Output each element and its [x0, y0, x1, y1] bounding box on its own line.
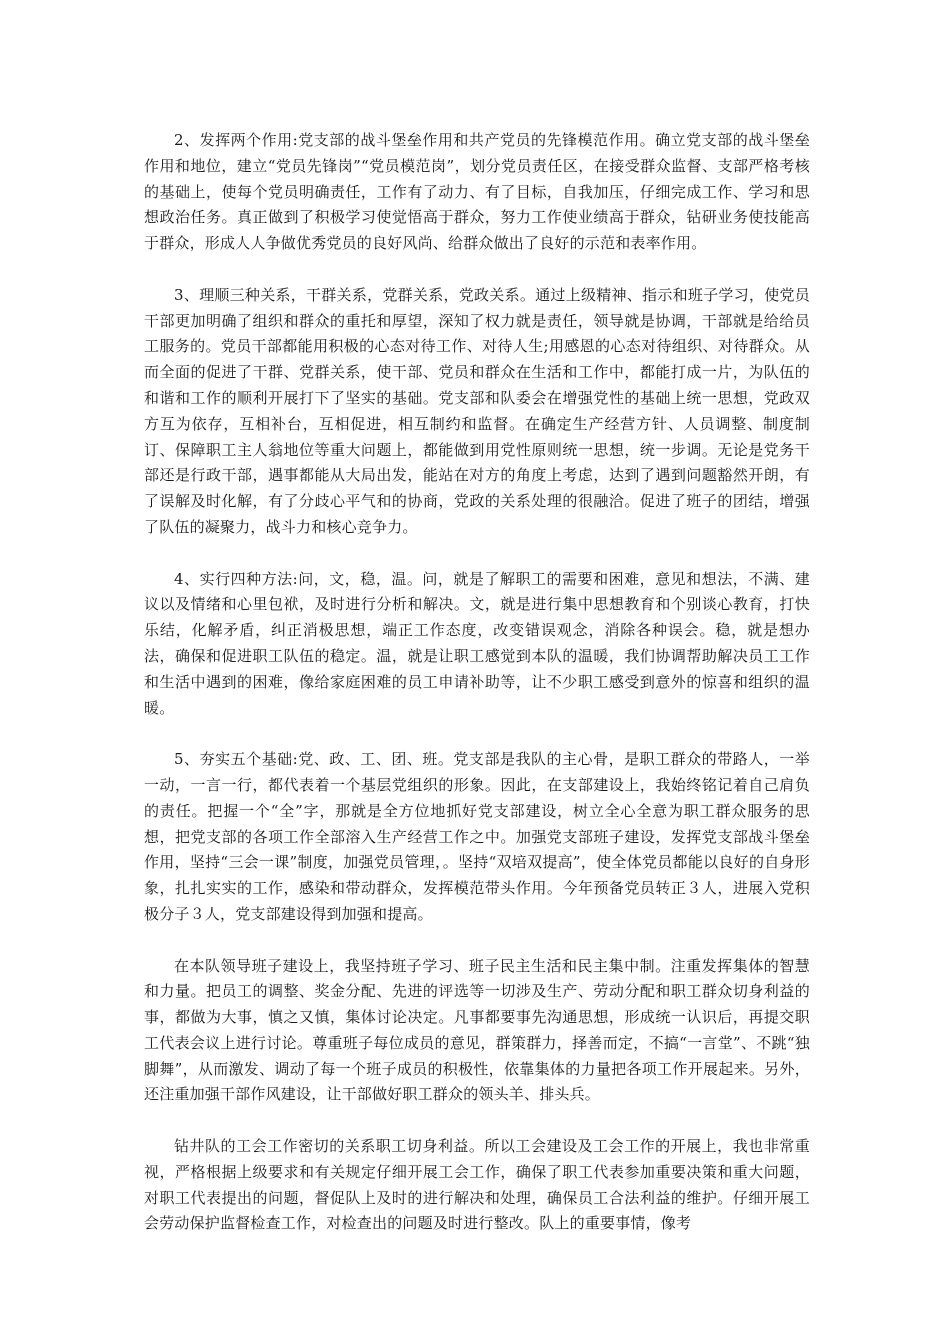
paragraph-leadership-team: 在本队领导班子建设上，我坚持班子学习、班子民主生活和民主集中制。注重发挥集体的智慧和力量。把员工的调整、奖金分配、先进的评选等一切涉及生产、劳动分配和职工群众切身利益的事，都做为大事，慎之又慎，集体讨论决定。凡事都要事先沟通思想，形成统一认识后，再提交职工代表会议上进行讨论。尊重班子每位成员的意见，群策群力，择善而定，不搞“一言堂”、不跳“独脚舞”，从而激发、调动了每一个班子成员的积极性，依靠集体的力量把各项工作开展起来。另外，还注重加强干部作风建设，让干部做好职工群众的领头羊、排头兵。 [144, 956, 810, 1104]
paragraph-three-relations: 3、理顺三种关系，干群关系，党群关系，党政关系。通过上级精神、指示和班子学习，使党员干部更加明确了组织和群众的重托和厚望，深知了权力就是责任，领导就是协调，干部就是给给员工服务的。党员干部都能用积极的心态对待工作、对待人生;用感恩的心态对待组织、对待群众。从而全面的促进了干群、党群关系，使干部、党员和群众在生活和工作中，都能打成一片，为队伍的和谐和工作的顺利开展打下了坚实的基础。党支部和队委会在增强党性的基础上统一思想，党政双方互为依存，互相补台，互相促进，相互制约和监督。在确定生产经营方针、人员调整、制度制订、保障职工主人翁地位等重大问题上，都能做到用党性原则统一思想，统一步调。无论是党务干部还是行政干部，遇事都能从大局出发，能站在对方的角度上考虑，达到了遇到问题豁然开朗，有了误解及时化解，有了分歧心平气和的协商，党政的关系处理的很融洽。促进了班子的团结，增强了队伍的凝聚力，战斗力和核心竞争力。 [144, 285, 810, 536]
paragraph-two-roles: 2、发挥两个作用:党支部的战斗堡垒作用和共产党员的先锋模范作用。确立党支部的战斗堡垒作用和地位，建立“党员先锋岗”“党员模范岗”，划分党员责任区，在接受群众监督、支部严格考核的基础上，使每个党员明确责任，工作有了动力、有了目标，自我加压，仔细完成工作、学习和思想政治任务。真正做到了积极学习使觉悟高于群众，努力工作使业绩高于群众，钻研业务使技能高于群众，形成人人争做优秀党员的良好风尚、给群众做出了良好的示范和表率作用。 [144, 131, 810, 253]
paragraph-four-methods: 4、实行四种方法:问，文，稳，温。问，就是了解职工的需要和困难，意见和想法，不满、建议以及情绪和心里包袱，及时进行分析和解决。文，就是进行集中思想教育和个别谈心教育，打快乐结，化解矛盾，纠正消极思想，端正工作态度，改变错误观念，消除各种误会。稳，就是想办法，确保和促进职工队伍的稳定。温，就是让职工感觉到本队的温暖，我们协调帮助解决员工工作和生活中遇到的困难，像给家庭困难的员工申请补助等，让不少职工感受到意外的惊喜和组织的温暖。 [144, 569, 810, 717]
document-page [144, 128, 810, 1237]
paragraph-five-foundations: 5、夯实五个基础:党、政、工、团、班。党支部是我队的主心骨，是职工群众的带路人，一举一动，一言一行，都代表着一个基层党组织的形象。因此，在支部建设上，我始终铭记着自己肩负的责任。把握一个“全”字，那就是全方位地抓好党支部建设，树立全心全意为职工群众服务的思想，把党支部的各项工作全部溶入生产经营工作之中。加强党支部班子建设，发挥党支部战斗堡垒作用，坚持“三会一课”制度，加强党员管理，。坚持“双培双提高”，使全体党员都能以良好的自身形象，扎扎实实的工作，感染和带动群众，发挥模范带头作用。今年预备党员转正３人，进展入党积极分子３人，党支部建设得到加强和提高。 [144, 750, 810, 923]
paragraph-labor-union: 钻井队的工会工作密切的关系职工切身利益。所以工会建设及工会工作的开展上，我也非常重视，严格根据上级要求和有关规定仔细开展工会工作，确保了职工代表参加重要决策和重大问题，对职工代表提出的问题，督促队上及时的进行解决和处理，确保员工合法利益的维护。仔细开展工会劳动保护监督检查工作，对检查出的问题及时进行整改。队上的重要事情，像考 [144, 1137, 810, 1233]
